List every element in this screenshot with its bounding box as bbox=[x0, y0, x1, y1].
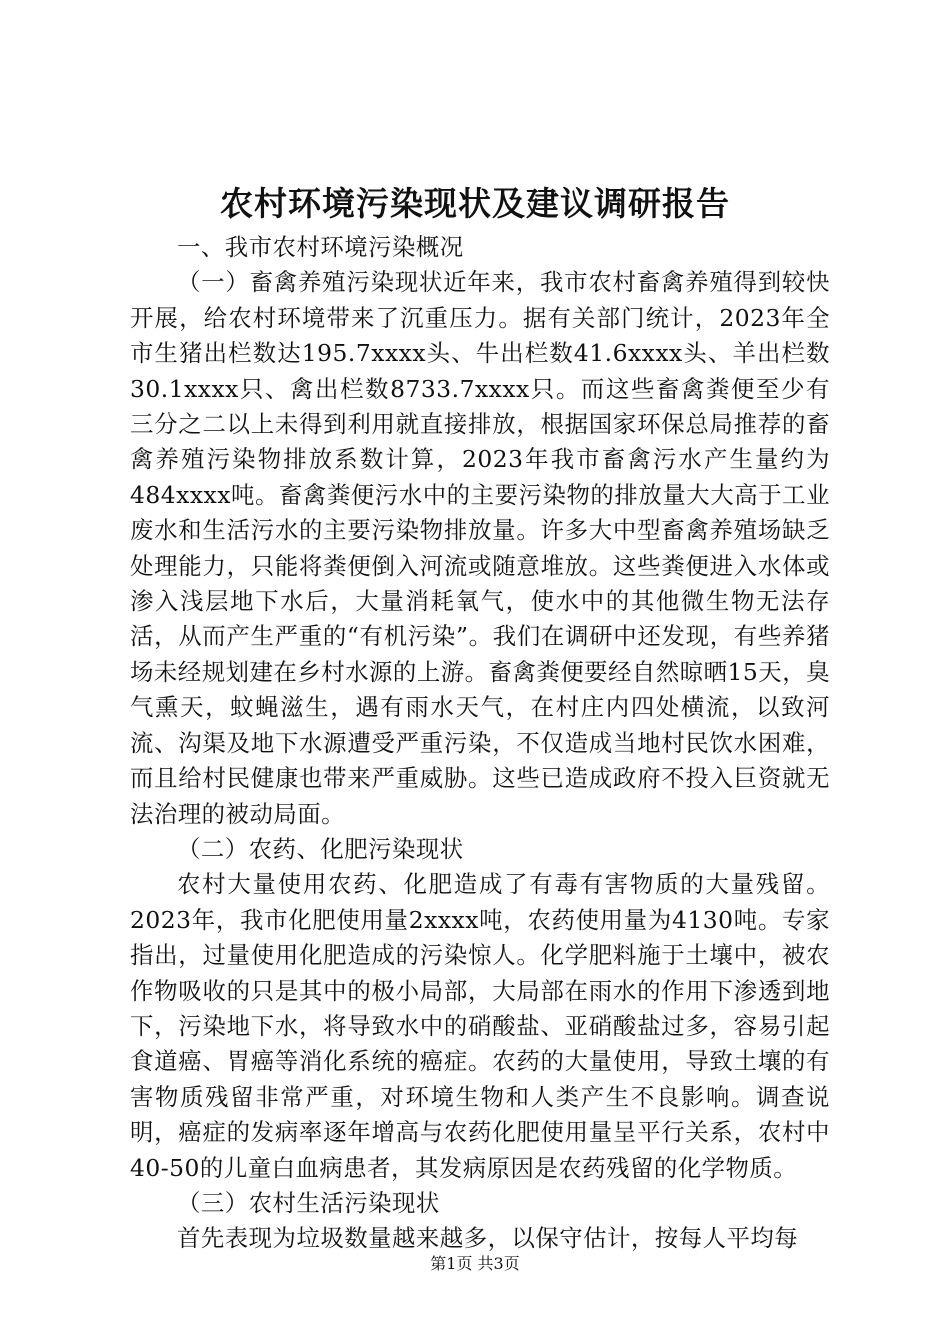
section-heading: 一、我市农村环境污染概况 bbox=[177, 233, 464, 261]
body-paragraph: （一）畜禽养殖污染现状近年来，我市农村畜禽养殖得到较快开展，给农村环境带来了沉重压力。据有关部门统计，2023年全市生猪出栏数达195.7xxxx头、牛出栏数41.6xxxx头、羊出栏数30.1xxxx只、禽出栏数8733.7xxxx只。而这些畜禽粪便至少有三分之二以上未得到利用就直接排放，根据国家环保总局推荐的畜禽养殖污染物排放系数计算，2023年我市畜禽污水产生量约为484xxxx吨。畜禽粪便污水中的主要污染物的排放量大大高于工业废水和生活污水的主要污染物排放量。许多大中型畜禽养殖场缺乏处理能力，只能将粪便倒入河流或随意堆放。这些粪便进入水体或渗入浅层地下水后，大量消耗氧气，使水中的其他微生物无法存活，从而产生严重的“有机污染”。我们在调研中还发现，有些养猪场未经规划建在乡村水源的上游。畜禽粪便要经自然晾晒15天，臭气熏天，蚊蝇滋生，遇有雨水天气，在村庄内四处横流，以致河流、沟渠及地下水源遭受严重污染，不仅造成当地村民饮水困难，而且给村民健康也带来严重威胁。这些已造成政府不投入巨资就无法治理的被动局面。 bbox=[130, 268, 830, 828]
body-paragraph: 首先表现为垃圾数量越来越多，以保守估计，按每人平均每 bbox=[177, 1224, 799, 1253]
subsection-heading: （三）农村生活污染现状 bbox=[177, 1188, 440, 1217]
page-number: 第1页 共3页 bbox=[430, 1254, 520, 1273]
subsection-heading: （二）农药、化肥污染现状 bbox=[177, 834, 464, 863]
document-body bbox=[130, 230, 830, 1257]
body-paragraph: 农村大量使用农药、化肥造成了有毒有害物质的大量残留。2023年，我市化肥使用量2xxxx吨，农药使用量为4130吨。专家指出，过量使用化肥造成的污染惊人。化学肥料施于土壤中，被农作物吸收的只是其中的极小局部，大局部在雨水的作用下渗透到地下，污染地下水，将导致水中的硝酸盐、亚硝酸盐过多，容易引起食道癌、胃癌等消化系统的癌症。农药的大量使用，导致土壤的有害物质残留非常严重，对环境生物和人类产生不良影响。调查说明，癌症的发病率逐年增高与农药化肥使用量呈平行关系，农村中40-50的儿童白血病患者，其发病原因是农药残留的化学物质。 bbox=[130, 870, 830, 1182]
document-title: 农村环境污染现状及建议调研报告 bbox=[220, 184, 730, 223]
